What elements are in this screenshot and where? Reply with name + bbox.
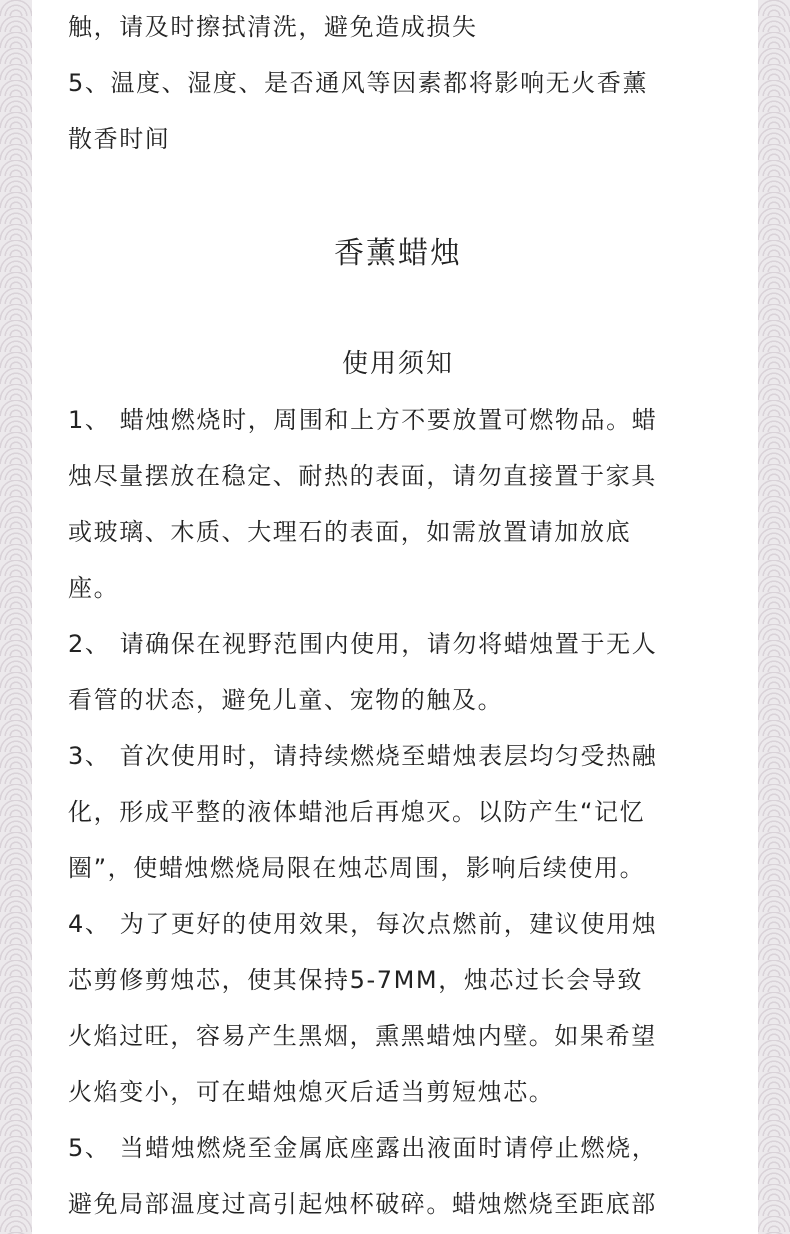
text-line: 火焰过旺，容易产生黑烟，熏黑蜡烛内壁。如果希望 — [68, 1022, 657, 1050]
section-subtitle: 使用须知 — [341, 349, 454, 379]
text-line: 5、 当蜡烛燃烧至金属底座露出液面时请停止燃烧， — [68, 1134, 658, 1162]
text-line: 或玻璃、木质、大理石的表面，如需放置请加放底 — [68, 518, 632, 546]
text-line: 散香时间 — [68, 125, 171, 153]
text-line: 4、 为了更好的使用效果，每次点燃前，建议使用烛 — [68, 910, 658, 938]
text-line: 化，形成平整的液体蜡池后再熄灭。以防产生“记忆 — [68, 798, 646, 826]
text-line: 3、 首次使用时，请持续燃烧至蜡烛表层均匀受热融 — [68, 742, 658, 770]
text-line: 芯剪修剪烛芯，使其保持5-7MM，烛芯过长会导致 — [68, 966, 644, 994]
text-line: 圈”，使蜡烛燃烧局限在烛芯周围，影响后续使用。 — [68, 854, 646, 882]
content-panel — [32, 0, 758, 1234]
section-title: 香薰蜡烛 — [334, 236, 462, 271]
text-line: 2、 请确保在视野范围内使用，请勿将蜡烛置于无人 — [68, 630, 658, 658]
text-line: 看管的状态，避免儿童、宠物的触及。 — [68, 686, 504, 714]
decorative-wave-pattern-left — [0, 0, 32, 1234]
text-line: 5、温度、湿度、是否通风等因素都将影响无火香薰 — [68, 69, 649, 97]
decorative-wave-pattern-right — [758, 0, 790, 1234]
text-line: 火焰变小，可在蜡烛熄灭后适当剪短烛芯。 — [68, 1078, 555, 1106]
text-line: 触，请及时擦拭清洗，避免造成损失 — [68, 13, 478, 41]
text-line: 座。 — [68, 574, 120, 602]
text-line: 避免局部温度过高引起烛杯破碎。蜡烛燃烧至距底部 — [68, 1190, 657, 1218]
text-line: 烛尽量摆放在稳定、耐热的表面，请勿直接置于家具 — [68, 462, 657, 490]
text-line: 1、 蜡烛燃烧时，周围和上方不要放置可燃物品。蜡 — [68, 406, 658, 434]
